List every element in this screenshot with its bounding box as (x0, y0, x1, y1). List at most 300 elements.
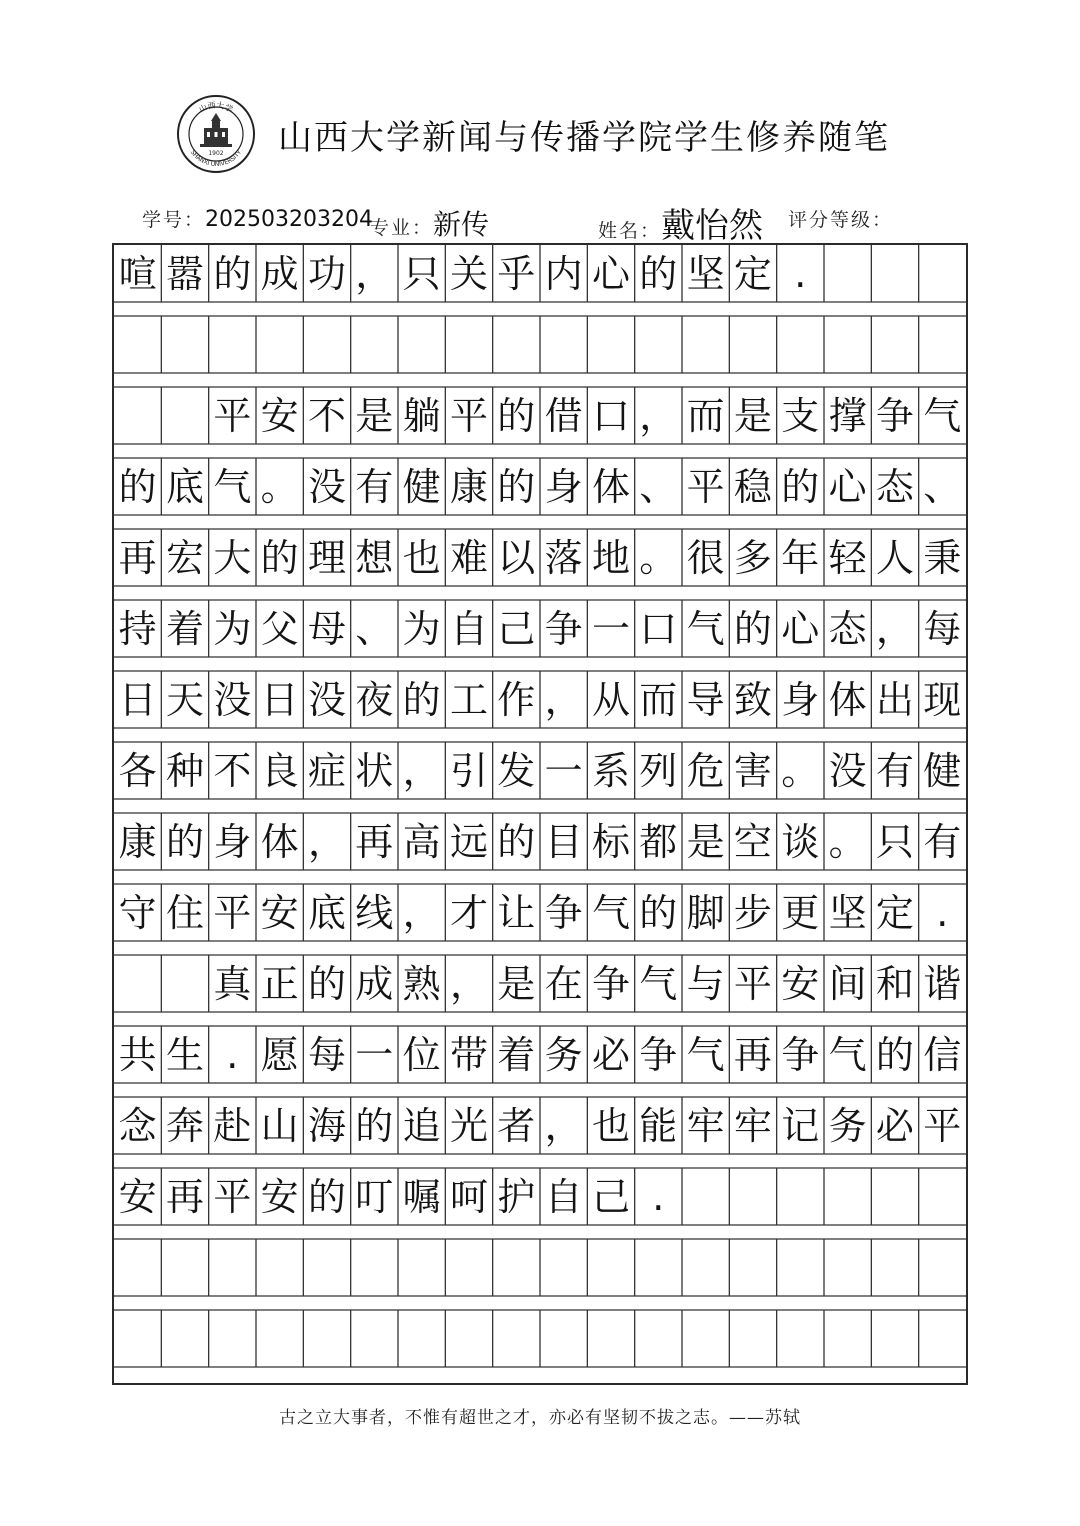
grid-cell (161, 387, 208, 444)
grid-cell: 引 (449, 748, 488, 793)
grid-cell: 体 (260, 819, 299, 864)
grid-cell: 态 (828, 606, 867, 651)
grid-row (114, 1097, 966, 1154)
grid-cell: 健 (923, 748, 962, 793)
grid-cell: 地 (591, 535, 630, 580)
grid-cell: 信 (923, 1032, 962, 1077)
grid-cell: 为 (213, 606, 252, 651)
grid-cell: 目 (544, 819, 583, 864)
grid-row (114, 955, 966, 1012)
grid-cell (114, 1239, 161, 1296)
grid-row (114, 316, 966, 373)
grid-cell (919, 1168, 966, 1225)
page-header (0, 88, 1080, 178)
grid-cell: 列 (639, 748, 678, 793)
grid-cell (871, 1310, 918, 1367)
grid-cell: 从 (591, 677, 630, 722)
grid-cell (114, 1310, 161, 1367)
grid-cell: 自 (544, 1174, 583, 1219)
grid-cell: 导 (686, 677, 725, 722)
seal-year: 1902 (208, 150, 224, 157)
grid-cell (303, 1310, 350, 1367)
grid-cell: 位 (402, 1032, 441, 1077)
grid-cell: 愿 (260, 1032, 299, 1077)
grid-cell: 一 (544, 748, 583, 793)
grid-cell: 间 (828, 961, 867, 1006)
grid-cell: 出 (875, 677, 914, 722)
grid-cell: 平 (213, 890, 252, 935)
grid-cell: 己 (591, 1174, 630, 1219)
grid-cell: 身 (781, 677, 820, 722)
grid-cell: 乎 (497, 251, 536, 296)
grid-cell: 安 (260, 1174, 299, 1219)
grid-cell: 气 (213, 464, 252, 509)
grid-cell: 成 (260, 251, 299, 296)
grid-cell: 牢 (686, 1103, 725, 1148)
grid-cell (635, 1239, 682, 1296)
grid-cell: 的 (639, 890, 678, 935)
grid-cell: 气 (591, 890, 630, 935)
grid-cell: ， (355, 251, 394, 296)
grid-cell: ， (402, 748, 441, 793)
grid-row (114, 1026, 966, 1083)
grid-cell: 平 (686, 464, 725, 509)
grid-cell: 争 (591, 961, 630, 1006)
grid-cell (682, 1168, 729, 1225)
grid-cell: 只 (875, 819, 914, 864)
grid-cell: 安 (781, 961, 820, 1006)
grid-cell: 想 (355, 535, 394, 580)
grid-cell (351, 1310, 398, 1367)
grid-cell: 真 (213, 961, 252, 1006)
grid-cell: 空 (733, 819, 772, 864)
grid-cell: 父 (260, 606, 299, 651)
grid-cell: 追 (402, 1103, 441, 1148)
grid-cell (540, 1239, 587, 1296)
grid-cell: 坚 (828, 890, 867, 935)
grid-cell: 支 (781, 393, 820, 438)
grid-cell: 平 (923, 1103, 962, 1148)
grid-cell: 日 (118, 677, 157, 722)
grid-cell: 不 (213, 748, 252, 793)
grid-cell: 的 (118, 464, 157, 509)
grid-cell: 定 (875, 890, 914, 935)
grid-cell: 宏 (165, 535, 204, 580)
grid-cell: 致 (733, 677, 772, 722)
grid-cell: 争 (875, 393, 914, 438)
grid-cell (161, 316, 208, 373)
grid-cell: . (936, 890, 949, 935)
grid-cell: 的 (733, 606, 772, 651)
grid-cell: 症 (307, 748, 346, 793)
grid-cell: ， (307, 819, 346, 864)
grid-cell: 安 (260, 393, 299, 438)
grid-cell: 争 (639, 1032, 678, 1077)
grid-cell: 记 (781, 1103, 820, 1148)
grid-cell: 气 (686, 606, 725, 651)
grid-cell: 身 (544, 464, 583, 509)
grid-cell: 危 (686, 748, 725, 793)
grid-cell (114, 387, 161, 444)
grid-cell: 作 (497, 677, 536, 722)
grid-cell: 。 (260, 464, 299, 509)
grid-cell (398, 316, 445, 373)
name-label: 姓名： (598, 220, 662, 242)
grid-cell: 定 (733, 251, 772, 296)
grid-row (114, 884, 966, 941)
grid-cell: 态 (875, 464, 914, 509)
grid-cell (635, 316, 682, 373)
grid-cell (919, 1239, 966, 1296)
grade-label: 评分等级： (788, 209, 894, 231)
grid-cell: 心 (781, 606, 820, 651)
grid-cell: 没 (307, 677, 346, 722)
grid-cell: 而 (639, 677, 678, 722)
grid-cell: 争 (781, 1032, 820, 1077)
university-seal-logo (176, 94, 256, 174)
grid-cell (871, 316, 918, 373)
grid-cell (824, 1310, 871, 1367)
grid-row (114, 1310, 966, 1367)
grid-cell: 更 (781, 890, 820, 935)
grid-cell (729, 1310, 776, 1367)
grid-cell: 护 (497, 1174, 536, 1219)
grid-cell (256, 1239, 303, 1296)
grid-cell: 着 (497, 1032, 536, 1077)
grid-cell: 健 (402, 464, 441, 509)
writing-grid (112, 243, 968, 1385)
grid-cell: 嚣 (165, 251, 204, 296)
grid-cell: 气 (686, 1032, 725, 1077)
grid-cell: 康 (449, 464, 488, 509)
grid-cell: 心 (828, 464, 867, 509)
grid-cell: 气 (923, 393, 962, 438)
grid-cell: 生 (165, 1032, 204, 1077)
grid-cell: 、 (355, 606, 394, 651)
grid-cell (161, 1239, 208, 1296)
grid-cell: 秉 (923, 535, 962, 580)
grid-cell: 持 (118, 606, 157, 651)
grid-cell: 平 (733, 961, 772, 1006)
grid-cell: 康 (118, 819, 157, 864)
grid-cell: ， (544, 1103, 583, 1148)
grid-cell: 的 (355, 1103, 394, 1148)
grid-cell: 嘱 (402, 1174, 441, 1219)
grid-cell: 功 (307, 251, 346, 296)
grid-cell: 心 (591, 251, 630, 296)
grid-cell: 才 (449, 890, 488, 935)
grid-cell: 是 (686, 819, 725, 864)
grid-cell: 和 (875, 961, 914, 1006)
grid-cell (729, 1168, 776, 1225)
grid-cell: 赴 (213, 1103, 252, 1148)
grid-cell: 种 (165, 748, 204, 793)
grid-cell: 是 (733, 393, 772, 438)
grid-cell: 让 (497, 890, 536, 935)
grid-cell (587, 316, 634, 373)
grid-cell: 远 (449, 819, 488, 864)
grid-cell (871, 245, 918, 302)
grid-cell (635, 1310, 682, 1367)
grid-row (114, 671, 966, 728)
grid-cell: 步 (733, 890, 772, 935)
grid-cell: 底 (165, 464, 204, 509)
grid-cell: 的 (497, 819, 536, 864)
grid-cell: 着 (165, 606, 204, 651)
grid-cell: ， (402, 890, 441, 935)
grid-cell: 系 (591, 748, 630, 793)
grid-cell: ， (449, 961, 488, 1006)
grid-cell: 再 (118, 535, 157, 580)
grid-cell (871, 1168, 918, 1225)
grid-cell: 坚 (686, 251, 725, 296)
grid-cell: 害 (733, 748, 772, 793)
grid-cell: 没 (307, 464, 346, 509)
grid-cell: 再 (355, 819, 394, 864)
grid-cell (919, 245, 966, 302)
page-title: 山西大学新闻与传播学院学生修养随笔 (278, 118, 890, 158)
grid-cell: 平 (449, 393, 488, 438)
grid-cell: 光 (449, 1103, 488, 1148)
grid-cell: 再 (165, 1174, 204, 1219)
grid-cell: 在 (544, 961, 583, 1006)
grid-cell: 理 (307, 535, 346, 580)
grid-cell (493, 1310, 540, 1367)
grid-cell: 没 (828, 748, 867, 793)
grid-cell (729, 316, 776, 373)
grid-cell: 呵 (449, 1174, 488, 1219)
grid-cell: 母 (307, 606, 346, 651)
grid-cell: 没 (213, 677, 252, 722)
grid-cell (587, 1239, 634, 1296)
grid-cell: 很 (686, 535, 725, 580)
grid-cell: 的 (307, 1174, 346, 1219)
grid-cell: 争 (544, 890, 583, 935)
grid-cell: 口 (639, 606, 678, 651)
grid-cell: 叮 (355, 1174, 394, 1219)
grid-cell: . (652, 1174, 665, 1219)
grid-cell: 为 (402, 606, 441, 651)
grid-cell (871, 1239, 918, 1296)
grid-cell: 、 (639, 464, 678, 509)
grid-cell: 必 (875, 1103, 914, 1148)
grid-row (114, 1239, 966, 1296)
grid-cell (682, 1239, 729, 1296)
grid-cell: 脚 (686, 890, 725, 935)
grid-row (114, 742, 966, 799)
grid-cell: ， (875, 606, 914, 651)
grid-cell: 海 (307, 1103, 346, 1148)
grid-cell: 牢 (733, 1103, 772, 1148)
grid-cell: 有 (923, 819, 962, 864)
grid-cell: 轻 (828, 535, 867, 580)
grid-cell (777, 1239, 824, 1296)
grid-cell: 守 (118, 890, 157, 935)
grid-cell (824, 245, 871, 302)
grid-cell: 的 (781, 464, 820, 509)
grid-cell: 的 (639, 251, 678, 296)
grid-cell (919, 1310, 966, 1367)
major-label: 专业： (370, 217, 434, 239)
grid-cell: 有 (875, 748, 914, 793)
grid-cell: 多 (733, 535, 772, 580)
grid-cell (777, 1168, 824, 1225)
grid-cell: 。 (828, 819, 867, 864)
grid-cell (303, 316, 350, 373)
grid-cell: 内 (544, 251, 583, 296)
grid-cell (824, 1168, 871, 1225)
major-field (370, 203, 489, 243)
grid-cell: 是 (355, 393, 394, 438)
grid-row (114, 600, 966, 657)
grid-cell (303, 1239, 350, 1296)
grid-cell: 谈 (781, 819, 820, 864)
grid-cell (777, 316, 824, 373)
grid-cell: 能 (639, 1103, 678, 1148)
footer-quote: 古之立大事者，不惟有超世之才，亦必有坚韧不拔之志。——苏轼 (279, 1408, 801, 1428)
grid-cell: 山 (260, 1103, 299, 1148)
grid-cell: 体 (828, 677, 867, 722)
grid-cell: 有 (355, 464, 394, 509)
grid-cell: 撑 (828, 393, 867, 438)
grid-row (114, 529, 966, 586)
grid-cell: 落 (544, 535, 583, 580)
grid-cell (729, 1239, 776, 1296)
grid-cell: 良 (260, 748, 299, 793)
grid-cell: 与 (686, 961, 725, 1006)
grid-cell: 身 (213, 819, 252, 864)
grid-cell: 平 (213, 393, 252, 438)
grid-cell: 天 (165, 677, 204, 722)
grid-cell: ， (639, 393, 678, 438)
grid-cell (587, 1310, 634, 1367)
grid-cell: ， (544, 677, 583, 722)
grid-cell: 不 (307, 393, 346, 438)
grid-cell (398, 1239, 445, 1296)
grid-cell: 都 (639, 819, 678, 864)
grid-cell: 各 (118, 748, 157, 793)
grid-cell: 底 (307, 890, 346, 935)
grid-cell: 稳 (733, 464, 772, 509)
grid-cell: . (226, 1032, 239, 1077)
grid-cell: 争 (544, 606, 583, 651)
grid-cell: 喧 (118, 251, 157, 296)
grid-cell: 口 (591, 393, 630, 438)
grid-cell (161, 1310, 208, 1367)
grid-cell: 再 (733, 1032, 772, 1077)
grid-cell: 的 (402, 677, 441, 722)
grid-cell (540, 316, 587, 373)
grid-cell: 现 (923, 677, 962, 722)
grid-cell: 平 (213, 1174, 252, 1219)
grid-cell: 的 (260, 535, 299, 580)
grid-cell: 成 (355, 961, 394, 1006)
grid-cell: 务 (544, 1032, 583, 1077)
grid-cell: 必 (591, 1032, 630, 1077)
grid-cell: 工 (449, 677, 488, 722)
grid-cell: 住 (165, 890, 204, 935)
grade-field (788, 205, 893, 245)
grid-cell (256, 1310, 303, 1367)
grid-cell: 高 (402, 819, 441, 864)
grid-cell (351, 316, 398, 373)
grid-cell: 、 (923, 464, 962, 509)
grid-cell: 发 (497, 748, 536, 793)
grid-cell: 奔 (165, 1103, 204, 1148)
grid-cell: 带 (449, 1032, 488, 1077)
student-id-field (142, 205, 373, 245)
grid-cell (824, 1239, 871, 1296)
grid-cell: 谐 (923, 961, 962, 1006)
grid-cell: 夜 (355, 677, 394, 722)
grid-cell: . (794, 251, 807, 296)
student-id-label: 学号： (142, 209, 206, 231)
grid-cell (682, 316, 729, 373)
grid-cell: 自 (449, 606, 488, 651)
grid-cell (445, 1310, 492, 1367)
grid-cell (209, 1310, 256, 1367)
grid-cell: 每 (307, 1032, 346, 1077)
grid-cell (777, 1310, 824, 1367)
grid-cell: 念 (118, 1103, 157, 1148)
grid-cell: 的 (497, 464, 536, 509)
grid-cell: 气 (828, 1032, 867, 1077)
grid-cell: 难 (449, 535, 488, 580)
grid-cell: 躺 (402, 393, 441, 438)
grid-cell (493, 316, 540, 373)
grid-cell: 以 (497, 535, 536, 580)
grid-row (114, 245, 966, 302)
grid-cell: 也 (591, 1103, 630, 1148)
name-value: 戴怡然 (661, 206, 764, 246)
grid-cell (256, 316, 303, 373)
seal-text-top: 山西大学 (197, 100, 235, 115)
grid-cell (114, 316, 161, 373)
grid-cell (209, 316, 256, 373)
grid-cell: 也 (402, 535, 441, 580)
grid-cell: 。 (639, 535, 678, 580)
grid-cell: 的 (497, 393, 536, 438)
major-value: 新传 (433, 208, 490, 241)
grid-cell (493, 1239, 540, 1296)
grid-cell (445, 1239, 492, 1296)
grid-cell: 熟 (402, 961, 441, 1006)
grid-cell: 一 (591, 606, 630, 651)
grid-cell (824, 316, 871, 373)
grid-cell: 人 (875, 535, 914, 580)
grid-cell: 己 (497, 606, 536, 651)
grid-cell: 安 (260, 890, 299, 935)
grid-row (114, 1168, 966, 1225)
grid-cell: 一 (355, 1032, 394, 1077)
grid-cell (919, 316, 966, 373)
grid-cell (351, 1239, 398, 1296)
grid-cell: 气 (639, 961, 678, 1006)
grid-cell: 者 (497, 1103, 536, 1148)
grid-cell: 是 (497, 961, 536, 1006)
grid-cell: 大 (213, 535, 252, 580)
grid-cell: 状 (355, 748, 394, 793)
grid-cell (540, 1310, 587, 1367)
grid-row (114, 387, 966, 444)
grid-cell: 。 (781, 748, 820, 793)
grid-cell (209, 1239, 256, 1296)
grid-cell: 共 (118, 1032, 157, 1077)
grid-cell (398, 1310, 445, 1367)
grid-cell (445, 316, 492, 373)
grid-cell (114, 955, 161, 1012)
grid-cell: 的 (165, 819, 204, 864)
